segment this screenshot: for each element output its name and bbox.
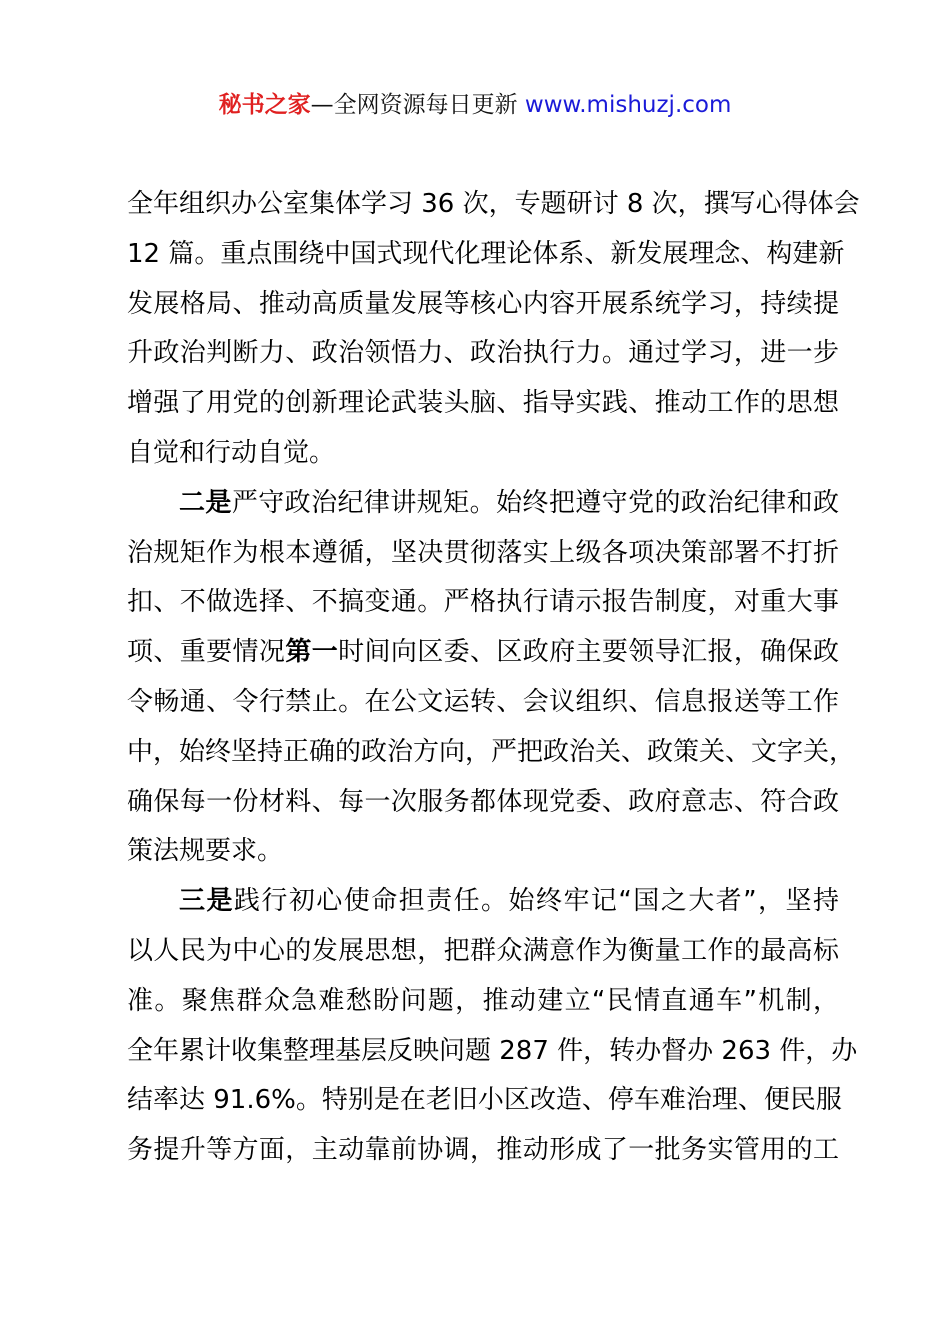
text-line: 以人民为中心的发展思想，把群众满意作为衡量工作的最高标 bbox=[127, 935, 839, 966]
site-url-link[interactable]: www.mishuzj.com bbox=[524, 92, 732, 118]
text-line: 治规矩作为根本遵循，坚决贯彻落实上级各项决策部署不打折 bbox=[127, 537, 839, 568]
text-line: 发展格局、推动高质量发展等核心内容开展系统学习，持续提 bbox=[127, 288, 839, 319]
site-brand: 秘书之家 bbox=[218, 92, 311, 118]
paragraph-first-line: 三是践行初心使命担责任。始终牢记“国之大者”，坚持 bbox=[179, 886, 839, 917]
text-line: 务提升等方面，主动靠前协调，推动形成了一批务实管用的工 bbox=[127, 1135, 839, 1166]
text-line: 准。聚焦群众急难愁盼问题，推动建立“民情直通车”机制， bbox=[127, 985, 839, 1016]
inline-bold-text: 第一 bbox=[285, 637, 339, 668]
text-line: 项、重要情况第一时间向区委、区政府主要领导汇报，确保政 bbox=[127, 637, 839, 668]
text-line: 升政治判断力、政治领悟力、政治执行力。通过学习，进一步 bbox=[127, 338, 839, 369]
text-line: 扣、不做选择、不搞变通。严格执行请示报告制度，对重大事 bbox=[127, 587, 839, 618]
site-header bbox=[0, 86, 950, 124]
text-line: 确保每一份材料、每一次服务都体现党委、政府意志、符合政 bbox=[127, 786, 839, 817]
text-line: 全年组织办公室集体学习 36 次，专题研讨 8 次，撰写心得体会 bbox=[127, 189, 860, 219]
text-line: 自觉和行动自觉。 bbox=[127, 437, 336, 468]
paragraph-first-line: 二是严守政治纪律讲规矩。始终把遵守党的政治纪律和政 bbox=[179, 487, 839, 518]
text-line: 结率达 91.6%。特别是在老旧小区改造、停车难治理、便民服 bbox=[127, 1085, 842, 1116]
paragraph-lead: 三是 bbox=[179, 886, 234, 917]
site-tagline: —全网资源每日更新 bbox=[310, 92, 525, 118]
text-line: 12 篇。重点围绕中国式现代化理论体系、新发展理念、构建新 bbox=[127, 238, 845, 269]
text-line: 增强了用党的创新理论武装头脑、指导实践、推动工作的思想 bbox=[127, 388, 839, 419]
document-body bbox=[127, 180, 860, 1176]
paragraph-lead: 二是 bbox=[179, 487, 232, 518]
text-line: 令畅通、令行禁止。在公文运转、会议组织、信息报送等工作 bbox=[127, 686, 839, 717]
text-line: 全年累计收集整理基层反映问题 287 件，转办督办 263 件，办 bbox=[127, 1035, 858, 1066]
text-line: 策法规要求。 bbox=[127, 836, 284, 867]
text-line: 中，始终坚持正确的政治方向，严把政治关、政策关、文字关， bbox=[127, 736, 856, 767]
